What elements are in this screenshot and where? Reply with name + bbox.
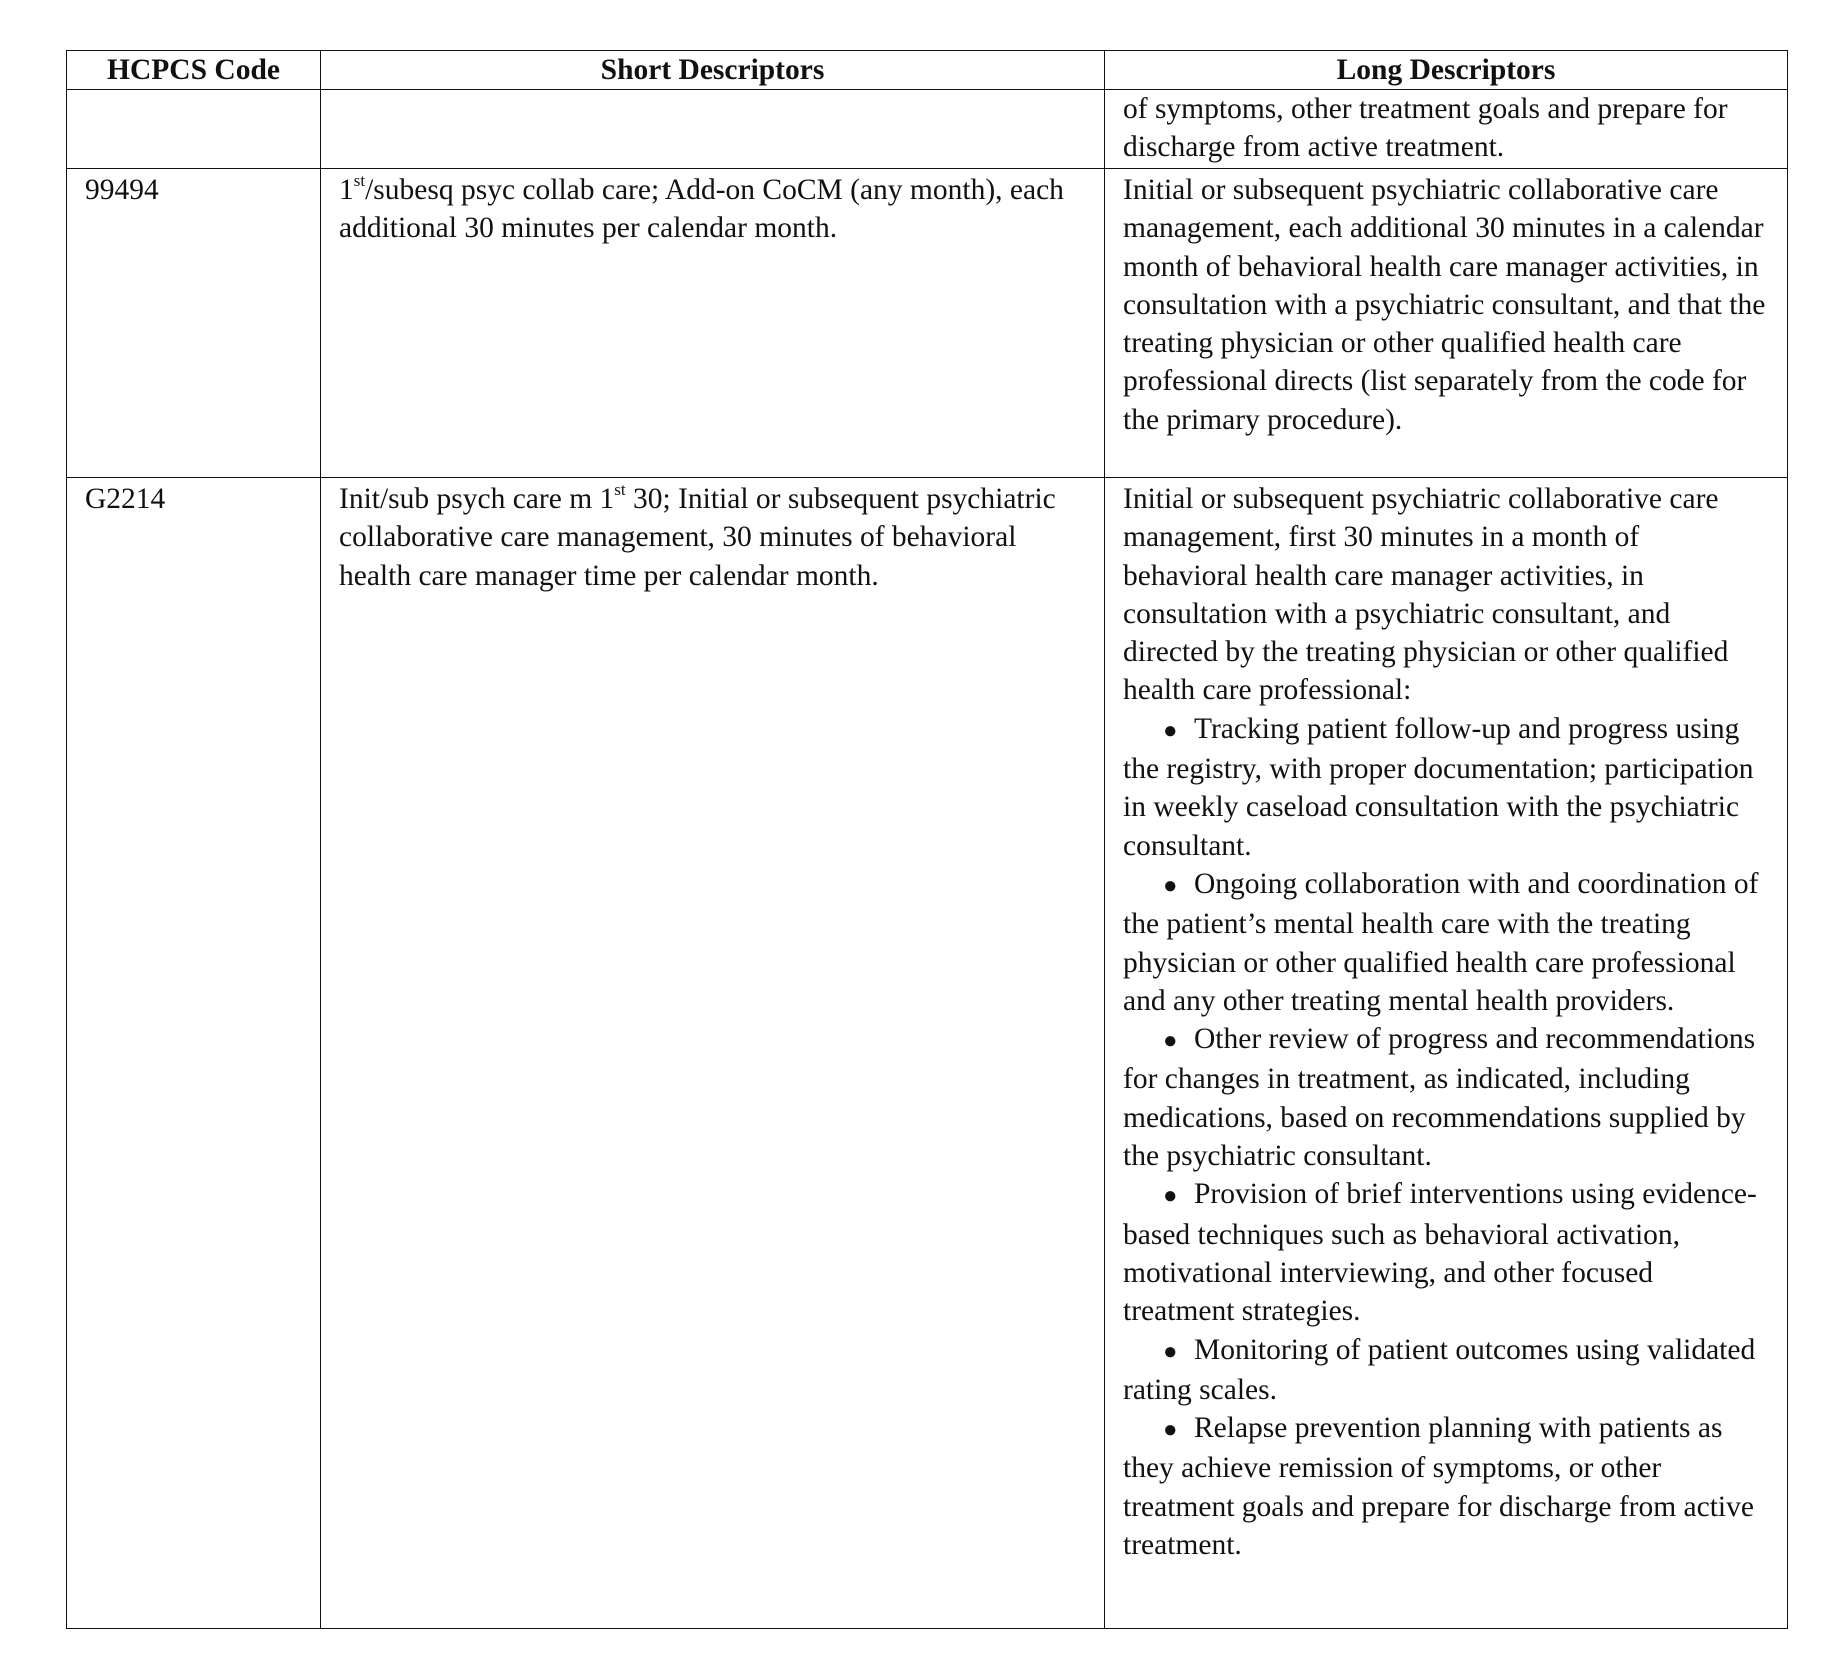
cell-code: G2214 <box>67 478 321 1629</box>
bullet-icon: ● <box>1163 872 1178 899</box>
list-item-text: Monitoring of patient outcomes using validated rating scales. <box>1123 1333 1756 1406</box>
hcpcs-code-table <box>66 50 1788 1629</box>
list-item-text: Other review of progress and recommendations for changes in treatment, as indicated, including medications, based on recommendations supplied by the psychiatric consultant. <box>1123 1023 1756 1173</box>
table-row-continuation <box>67 90 1788 169</box>
table-header-row <box>67 51 1788 90</box>
short-text-post: /subesq psyc collab care; Add-on CoCM (any month), each additional 30 minutes per calendar month. <box>339 174 1064 245</box>
bullet-icon: ● <box>1163 1417 1178 1444</box>
cell-short-descriptor <box>321 90 1105 169</box>
short-text-post: 30; Initial or subsequent psychiatric collaborative care management, 30 minutes of behavioral health care manager time per calendar month. <box>339 483 1056 592</box>
bullet-icon: ● <box>1163 717 1178 744</box>
table-row-99494 <box>67 169 1788 478</box>
cell-code <box>67 90 321 169</box>
table-row-g2214 <box>67 478 1788 1629</box>
activity-bullet-list <box>1123 710 1770 1565</box>
list-item <box>1123 1175 1770 1330</box>
header-long-descriptors: Long Descriptors <box>1105 51 1788 90</box>
list-item-text: Tracking patient follow-up and progress using the registry, with proper documentation; participation in weekly caseload consultation with the psychiatric consultant. <box>1123 712 1754 862</box>
ordinal-superscript: st <box>614 480 626 499</box>
short-text-pre: Init/sub psych care m 1 <box>339 483 615 515</box>
cell-short-descriptor <box>321 169 1105 478</box>
header-hcpcs-code: HCPCS Code <box>67 51 321 90</box>
list-item <box>1123 710 1770 865</box>
short-text-pre: 1 <box>339 174 354 206</box>
header-short-descriptors: Short Descriptors <box>321 51 1105 90</box>
list-item-text: Provision of brief interventions using evidence-based techniques such as behavioral activation, motivational interviewing, and other focused treatment strategies. <box>1123 1178 1757 1328</box>
cell-long-descriptor <box>1105 478 1788 1629</box>
list-item-text: Relapse prevention planning with patients as they achieve remission of symptoms, or other treatment goals and prepare for discharge from active treatment. <box>1123 1412 1754 1562</box>
cell-long-descriptor: Initial or subsequent psychiatric collaborative care management, each additional 30 minutes in a calendar month of behavioral health care manager activities, in consultation with a psychiatric consultant, and that the treating physician or other qualified health care professional directs (list separately from the code for the primary procedure). <box>1105 169 1788 478</box>
list-item <box>1123 1020 1770 1175</box>
list-item <box>1123 1331 1770 1410</box>
list-item-text: Ongoing collaboration with and coordination of the patient’s mental health care with the treating physician or other qualified health care professional and any other treating mental health providers. <box>1123 867 1759 1017</box>
cell-long-descriptor: of symptoms, other treatment goals and prepare for discharge from active treatment. <box>1105 90 1788 169</box>
long-descriptor-intro: Initial or subsequent psychiatric collaborative care management, first 30 minutes in a month of behavioral health care manager activities, in consultation with a psychiatric consultant, and directed by the treating physician or other qualified health care professional: <box>1123 483 1729 707</box>
bullet-icon: ● <box>1163 1338 1178 1365</box>
list-item <box>1123 865 1770 1020</box>
list-item <box>1123 1409 1770 1564</box>
bullet-icon: ● <box>1163 1028 1178 1055</box>
ordinal-superscript: st <box>353 171 366 190</box>
cell-code: 99494 <box>67 169 321 478</box>
cell-short-descriptor <box>321 478 1105 1629</box>
bullet-icon: ● <box>1163 1183 1178 1210</box>
